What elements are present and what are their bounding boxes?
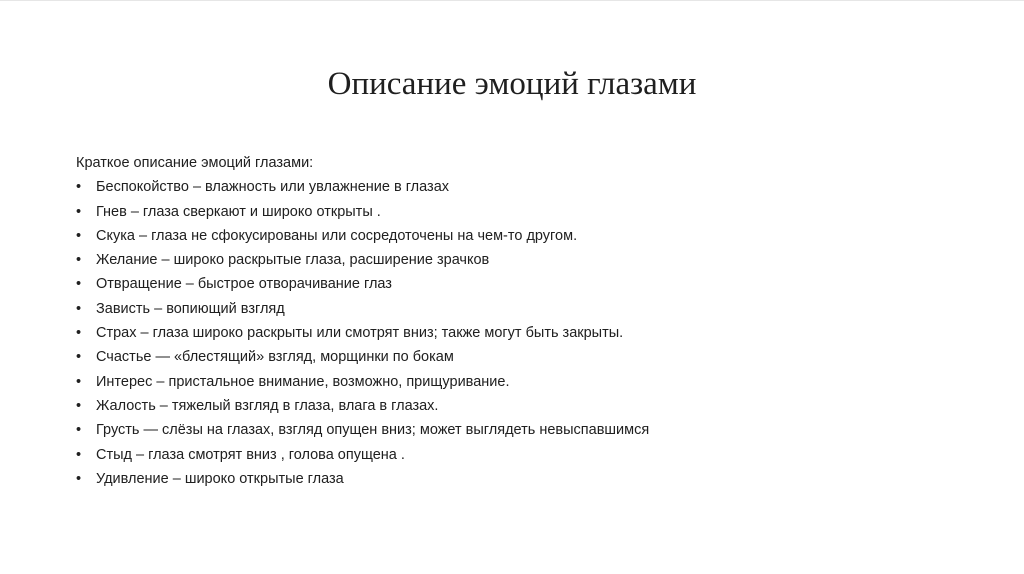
list-item-text: Страх – глаза широко раскрыты или смотрят вниз; также могут быть закрыты. — [96, 325, 624, 342]
list-item-text: Гнев – глаза сверкают и широко открыты . — [96, 203, 381, 220]
slide-content — [76, 151, 976, 491]
bullet-icon: • — [76, 373, 82, 390]
list-item-text: Счастье — «блестящий» взгляд, морщинки по бокам — [96, 349, 454, 366]
list-item-text: Скука – глаза не сфокусированы или сосредоточены на чем-то другом. — [96, 227, 578, 244]
list-item — [76, 443, 976, 467]
top-divider — [0, 0, 1024, 1]
bullet-icon: • — [76, 252, 82, 269]
bullet-icon: • — [76, 397, 82, 414]
slide-title: Описание эмоций глазами — [327, 66, 697, 102]
bullet-icon: • — [76, 446, 82, 463]
list-item — [76, 394, 976, 418]
bullet-icon: • — [76, 227, 82, 244]
bullet-icon: • — [76, 349, 82, 366]
list-item-text: Зависть – вопиющий взгляд — [96, 300, 285, 317]
intro-text: Краткое описание эмоций глазами: — [76, 155, 314, 171]
list-item — [76, 345, 976, 369]
list-item-text: Отвращение – быстрое отворачивание глаз — [96, 276, 392, 293]
list-item — [76, 175, 976, 199]
bullet-icon: • — [76, 203, 82, 220]
list-item — [76, 248, 976, 272]
emotion-list — [76, 175, 976, 491]
list-item — [76, 321, 976, 345]
list-item-text: Желание – широко раскрытые глаза, расширение зрачков — [96, 252, 490, 269]
bullet-icon: • — [76, 325, 82, 342]
list-item — [76, 272, 976, 296]
bullet-icon: • — [76, 422, 82, 439]
list-item-text: Грусть — слёзы на глазах, взгляд опущен вниз; может выглядеть невыспавшимся — [96, 422, 650, 439]
list-item-text: Беспокойство – влажность или увлажнение в глазах — [96, 179, 450, 196]
bullet-icon: • — [76, 300, 82, 317]
list-item — [76, 467, 976, 491]
bullet-icon: • — [76, 179, 82, 196]
list-item-text: Стыд – глаза смотрят вниз , голова опущена . — [96, 446, 405, 463]
list-item — [76, 224, 976, 248]
list-item-text: Удивление – широко открытые глаза — [96, 470, 344, 487]
list-item — [76, 418, 976, 442]
list-item — [76, 297, 976, 321]
list-item-text: Жалость – тяжелый взгляд в глаза, влага в глазах. — [96, 397, 439, 414]
list-item-text: Интерес – пристальное внимание, возможно, прищуривание. — [96, 373, 510, 390]
list-item — [76, 200, 976, 224]
bullet-icon: • — [76, 276, 82, 293]
bullet-icon: • — [76, 470, 82, 487]
list-item — [76, 370, 976, 394]
